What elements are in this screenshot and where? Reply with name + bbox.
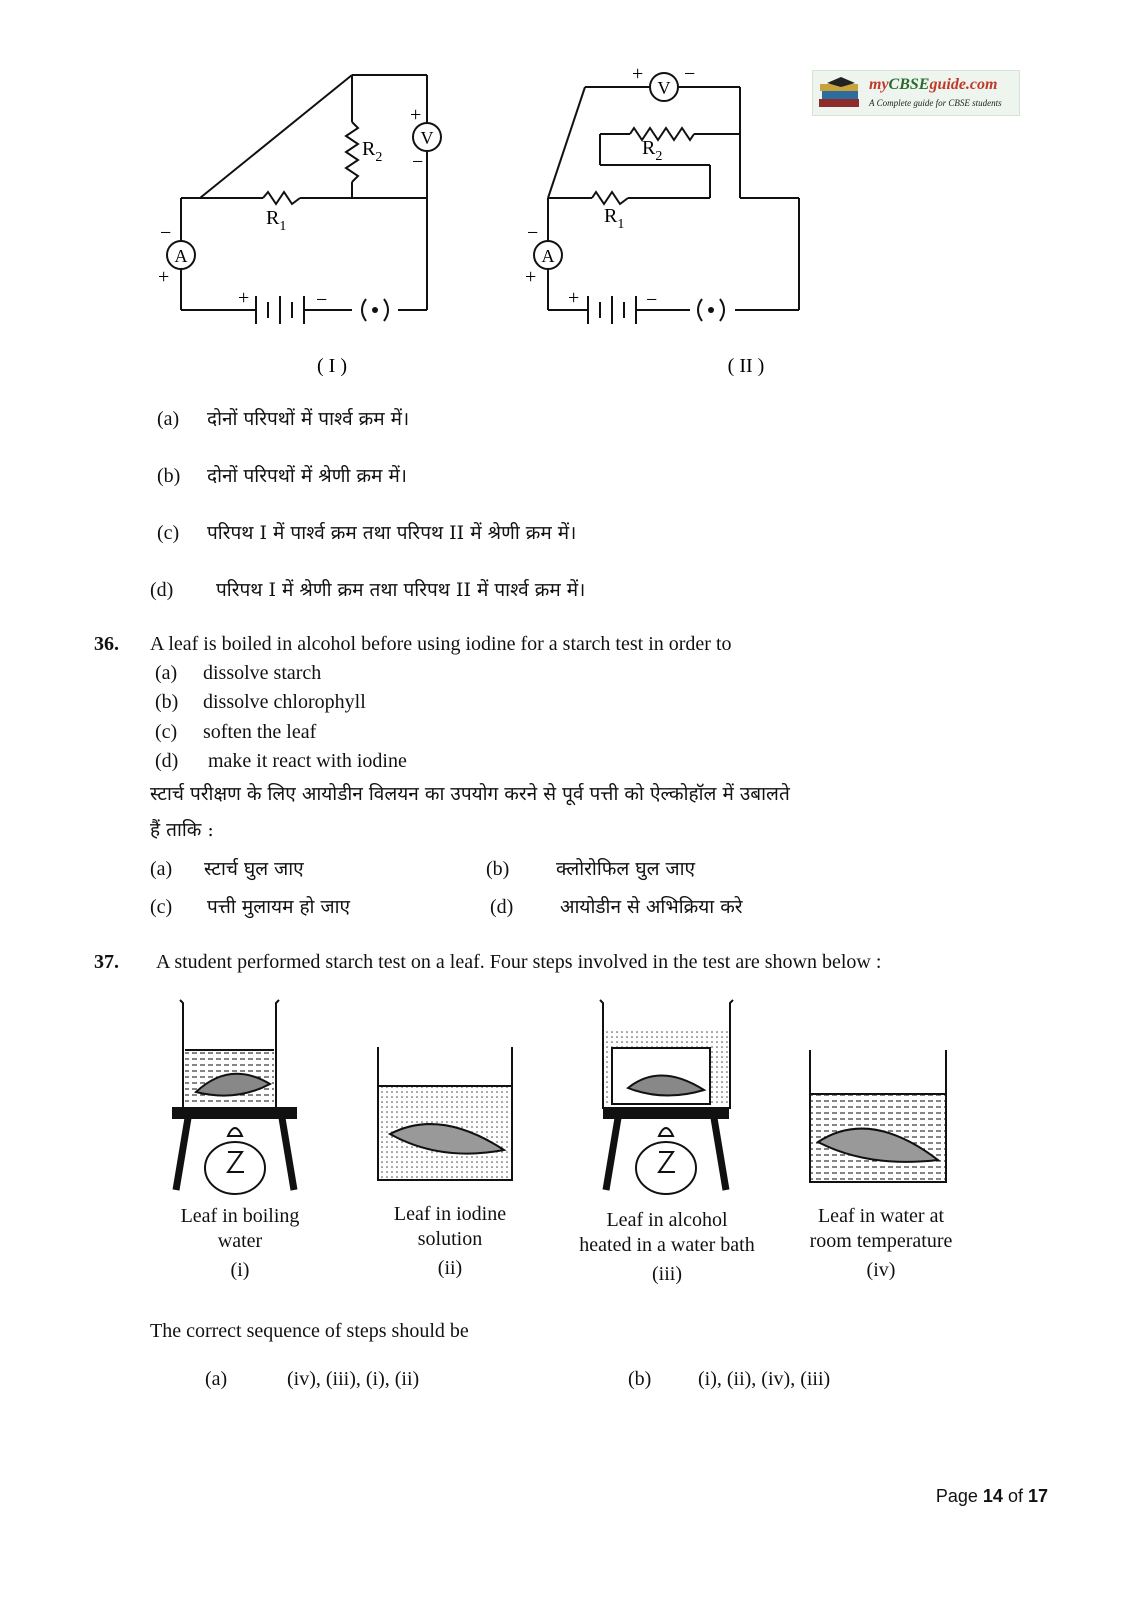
starch-test-illustrations [0,990,1132,1210]
q36-hindi-option-a[interactable]: (a) स्टार्च घुल जाए [150,858,304,880]
ammeter-label-1: A [174,246,188,266]
ammeter-minus-1: − [160,222,172,244]
ammeter-plus-1: + [158,266,170,288]
step-4-caption: Leaf in water at room temperature (iv) [809,1205,953,1281]
logo-tagline: A Complete guide for CBSE students [869,98,1002,108]
step-4-drawing [810,1050,946,1182]
q36-hindi-question-line2: हैं ताकि : [150,819,214,841]
ammeter-minus-2: − [527,222,539,244]
q36-hindi-question-line1: स्टार्च परीक्षण के लिए आयोडीन विलयन का उपयोग करने से पूर्व पत्ती को ऐल्कोहॉल में उबालते [150,783,790,805]
voltmeter-label-2: V [657,78,671,98]
q37-question: A student performed starch test on a leaf. Four steps involved in the test are shown below : [156,951,882,973]
key-dot-1 [372,307,378,313]
q37-option-a[interactable]: (a) (iv), (iii), (i), (ii) [205,1368,420,1390]
voltmeter-minus-1: − [412,151,424,173]
q35-option-c[interactable]: (c) परिपथ I में पार्श्व क्रम तथा परिपथ II में श्रेणी क्रम में। [157,522,577,544]
q36-question: A leaf is boiled in alcohol before using iodine for a starch test in order to [150,633,732,655]
voltmeter-plus-2: + [632,63,644,85]
circuit-caption-2: ( II ) [727,355,765,377]
q35-option-b[interactable]: (b) दोनों परिपथों में श्रेणी क्रम में। [157,465,408,487]
q36-option-d[interactable]: (d) make it react with iodine [155,750,407,772]
ammeter-label-2: A [541,246,555,266]
q36-option-a[interactable]: (a) dissolve starch [155,662,322,684]
page-footer: Page 14 of 17 [935,1486,1048,1506]
q35-option-d[interactable]: (d) परिपथ I में श्रेणी क्रम तथा परिपथ II में पार्श्व क्रम में। [150,579,586,601]
q36-option-b[interactable]: (b) dissolve chlorophyll [155,691,366,713]
q36-number: 36. [94,633,119,655]
battery-plus-2: + [568,287,580,309]
voltmeter-minus-2: − [684,63,696,85]
q36-option-c[interactable]: (c) soften the leaf [155,721,317,743]
logo-brand: myCBSEguide.com [869,76,998,93]
step-3-caption: Leaf in alcohol heated in a water bath (iii) [579,1209,755,1285]
step-1-caption: Leaf in boiling water (i) [180,1205,300,1281]
ammeter-plus-2: + [525,266,537,288]
step-2-caption: Leaf in iodine solution (ii) [393,1203,507,1279]
voltmeter-label-1: V [420,128,434,148]
r1-label-1: $R_1$ [266,207,287,234]
r1-label-2: $R_1$ [604,205,625,232]
step-1-drawing [173,1000,296,1194]
circuit-diagrams [0,0,1132,380]
q36-hindi-option-b[interactable]: (b) क्लोरोफिल घुल जाए [486,858,696,880]
r2-label-2: $R_2$ [642,137,663,164]
q36-hindi-option-c[interactable]: (c) पत्ती मुलायम हो जाए [150,896,351,918]
q37-option-b[interactable]: (b) (i), (ii), (iv), (iii) [628,1368,831,1390]
q37-number: 37. [94,951,119,973]
battery-plus-1: + [238,287,250,309]
battery-minus-1: − [316,289,328,311]
circuit-caption-1: ( I ) [317,355,347,377]
q35-option-a[interactable]: (a) दोनों परिपथों में पार्श्व क्रम में। [157,408,410,430]
battery-minus-2: − [646,289,658,311]
q37-sequence-prompt: The correct sequence of steps should be [150,1320,469,1342]
circuit-1 [167,75,441,324]
voltmeter-plus-1: + [410,104,422,126]
q36-hindi-option-d[interactable]: (d) आयोडीन से अभिक्रिया करे [490,896,743,918]
step-2-drawing [378,1047,512,1180]
r2-label-1: $R_2$ [362,138,383,165]
key-dot-2 [708,307,714,313]
step-3-drawing [600,1000,733,1194]
